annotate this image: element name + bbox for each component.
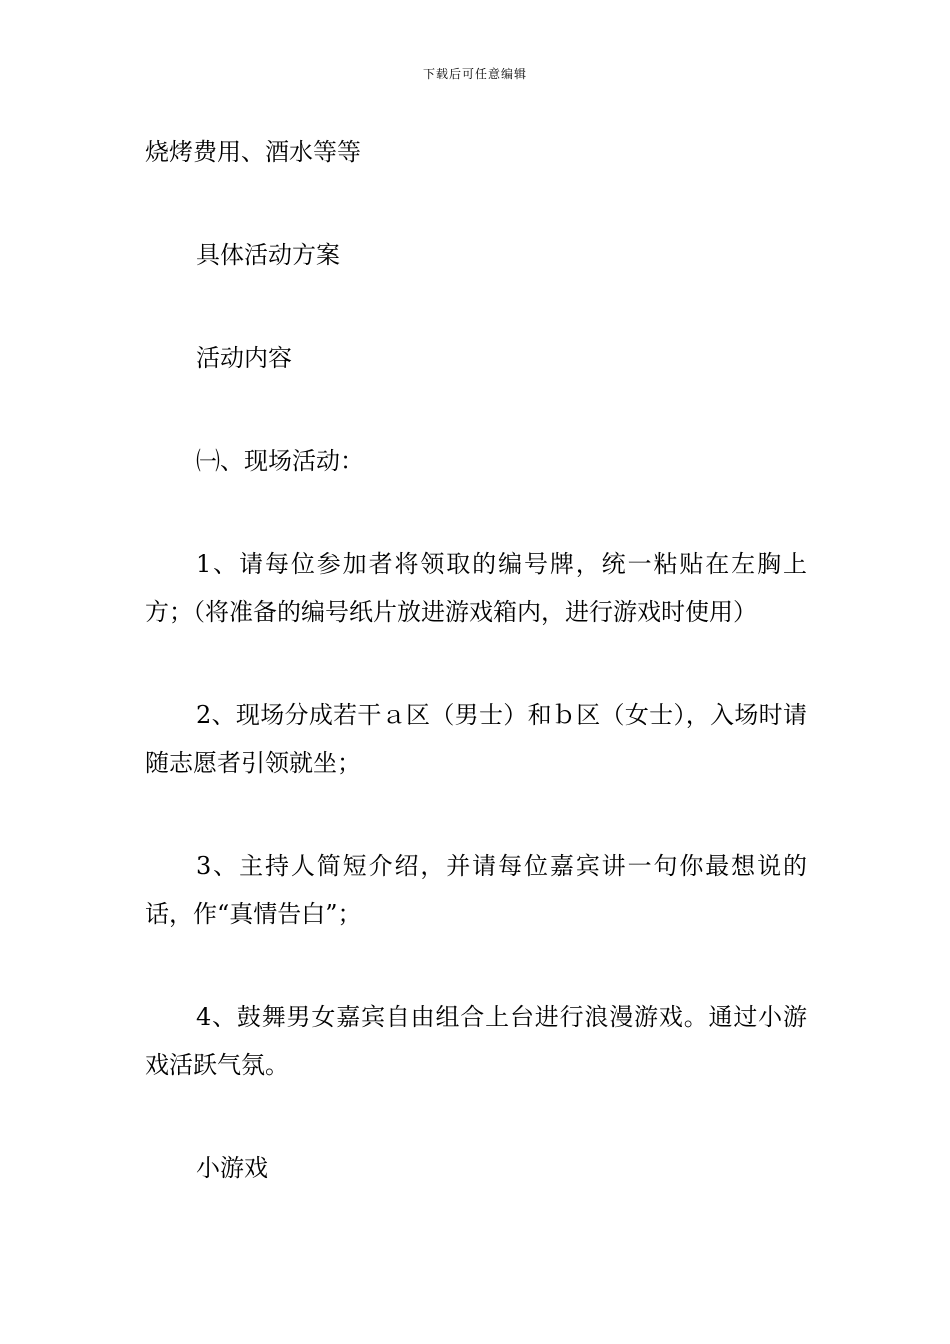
heading-activity-content: 活动内容 [196,344,292,372]
list-item-1: 1、请每位参加者将领取的编号牌，统一粘贴在左胸上方；（将准备的编号纸片放进游戏箱内，进行游戏时使用） [145,550,807,626]
document-body [145,128,807,1192]
list-item-4: 4、鼓舞男女嘉宾自由组合上台进行浪漫游戏。通过小游戏活跃气氛。 [145,1003,807,1079]
paragraph-costs: 烧烤费用、酒水等等 [145,138,361,166]
heading-onsite-activity: ㈠、现场活动： [196,447,364,475]
page-header: 下载后可任意编辑 [422,67,527,81]
list-item-2: 2、现场分成若干ａ区（男士）和ｂ区（女士），入场时请随志愿者引领就坐； [145,701,807,777]
list-item-3: 3、主持人简短介绍，并请每位嘉宾讲一句你最想说的话，作“真情告白”； [145,852,807,928]
heading-activity-plan: 具体活动方案 [196,241,340,269]
heading-mini-games: 小游戏 [196,1154,268,1182]
